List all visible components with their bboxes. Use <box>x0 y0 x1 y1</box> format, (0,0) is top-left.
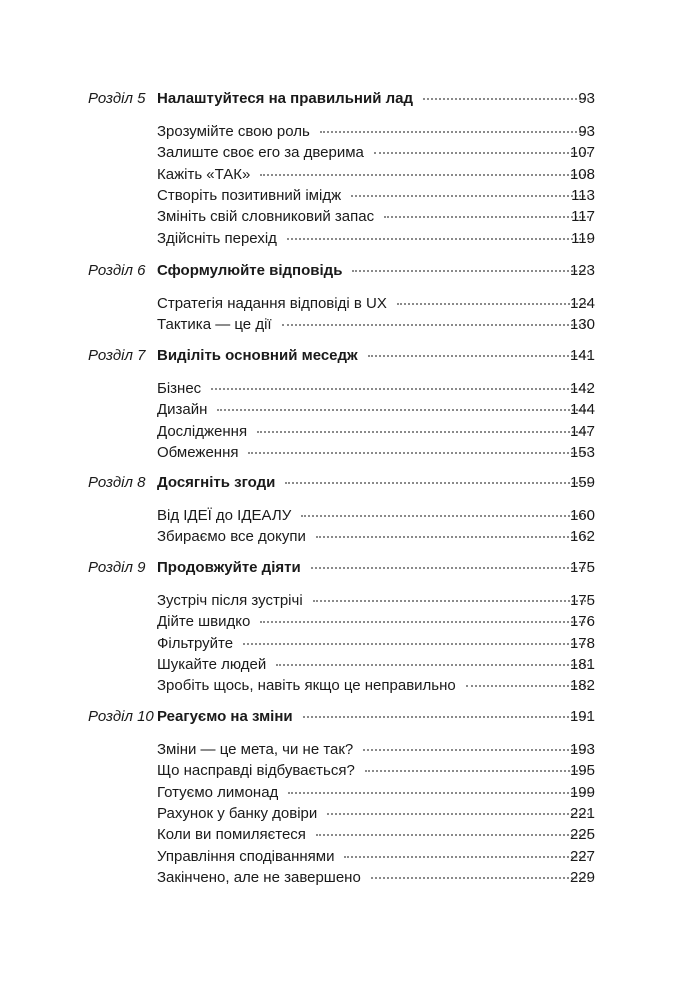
dot-leader <box>344 856 589 858</box>
section-entry[interactable] <box>0 442 688 464</box>
entry-title-wrap <box>157 123 595 140</box>
entry-title-wrap <box>157 635 595 652</box>
dot-leader <box>320 131 589 133</box>
page-number: 130 <box>569 316 595 334</box>
entry-title-wrap <box>157 347 595 364</box>
dot-leader <box>313 600 589 602</box>
section-entry[interactable] <box>0 399 688 421</box>
page-number: 93 <box>578 123 595 140</box>
chapter-label: Розділ 6 <box>88 262 146 279</box>
entry-title-wrap <box>157 656 595 673</box>
page-number: 178 <box>569 634 595 652</box>
page-number: 108 <box>569 165 595 183</box>
chapter-entry[interactable] <box>0 472 688 494</box>
section-entry[interactable] <box>0 206 688 228</box>
section-entry[interactable] <box>0 846 688 868</box>
entry-title-wrap <box>157 208 595 225</box>
section-entry[interactable] <box>0 228 688 250</box>
section-title: Обмеження <box>157 443 239 461</box>
section-title: Рахунок у банку довіри <box>157 804 318 822</box>
entry-title-wrap <box>157 559 595 576</box>
entry-title-wrap <box>157 708 595 725</box>
dot-leader <box>352 270 589 272</box>
page-number: 221 <box>569 804 595 822</box>
dot-leader <box>288 792 589 794</box>
section-entry[interactable] <box>0 633 688 655</box>
chapter-label: Розділ 7 <box>88 347 146 364</box>
entry-title-wrap <box>157 869 595 886</box>
section-title: Фільтруйте <box>157 634 234 652</box>
section-entry[interactable] <box>0 611 688 633</box>
dot-leader <box>303 716 589 718</box>
section-entry[interactable] <box>0 185 688 207</box>
section-title: Зробіть щось, навіть якщо це неправильно <box>157 677 456 695</box>
section-title: Стратегія надання відповіді в UX <box>157 295 387 312</box>
chapter-title: Налаштуйтеся на правильний лад <box>157 90 413 107</box>
section-entry[interactable] <box>0 378 688 400</box>
section-title: Дійте швидко <box>157 613 251 631</box>
dot-leader <box>282 324 589 326</box>
section-entry[interactable] <box>0 121 688 143</box>
page-number: 124 <box>569 295 595 312</box>
section-title: Бізнес <box>157 380 202 397</box>
section-entry[interactable] <box>0 526 688 548</box>
page-number: 191 <box>569 708 595 725</box>
page-number: 225 <box>569 826 595 844</box>
section-entry[interactable] <box>0 142 688 164</box>
page-number: 199 <box>569 783 595 801</box>
page-number: 117 <box>571 208 595 226</box>
entry-title-wrap <box>157 187 595 204</box>
dot-leader <box>260 621 589 623</box>
entry-title-wrap <box>157 166 595 183</box>
page-number: 93 <box>578 90 595 107</box>
dot-leader <box>301 515 589 517</box>
page-number: 141 <box>569 347 595 364</box>
section-title: Готуємо лимонад <box>157 783 279 801</box>
page-number: 113 <box>571 186 595 204</box>
chapter-label: Розділ 8 <box>88 474 146 491</box>
dot-leader <box>243 643 589 645</box>
section-title: Дослідження <box>157 422 248 440</box>
page-number: 107 <box>569 144 595 162</box>
entry-title-wrap <box>157 613 595 630</box>
dot-leader <box>368 355 589 357</box>
entry-title-wrap <box>157 90 595 107</box>
entry-title-wrap <box>157 592 595 609</box>
section-entry[interactable] <box>0 803 688 825</box>
chapter-entry[interactable] <box>0 706 688 728</box>
section-title: Змініть свій словниковий запас <box>157 208 375 226</box>
page-number: 193 <box>569 741 595 758</box>
dot-leader <box>217 409 589 411</box>
chapter-entry[interactable] <box>0 557 688 579</box>
entry-title-wrap <box>157 826 595 843</box>
section-title: Управління сподіваннями <box>157 847 335 865</box>
entry-title-wrap <box>157 144 595 161</box>
chapter-entry[interactable] <box>0 345 688 367</box>
dot-leader <box>276 664 589 666</box>
page-number: 176 <box>569 613 595 631</box>
entry-title-wrap <box>157 848 595 865</box>
entry-title-wrap <box>157 528 595 545</box>
page-number: 123 <box>569 262 595 279</box>
section-entry[interactable] <box>0 314 688 336</box>
section-entry[interactable] <box>0 654 688 676</box>
dot-leader <box>327 813 589 815</box>
chapter-entry[interactable] <box>0 260 688 282</box>
page-number: 159 <box>569 474 595 491</box>
page-number: 227 <box>569 847 595 865</box>
page-number: 119 <box>571 229 595 247</box>
section-title: Від ІДЕЇ до ІДЕАЛУ <box>157 507 292 524</box>
chapter-title: Досягніть згоди <box>157 474 276 491</box>
entry-title-wrap <box>157 805 595 822</box>
section-title: Тактика — це дії <box>157 316 272 334</box>
entry-title-wrap <box>157 230 595 247</box>
page-number: 160 <box>569 507 595 524</box>
section-title: Здійсніть перехід <box>157 229 277 247</box>
section-title: Збираємо все докупи <box>157 528 306 546</box>
entry-title-wrap <box>157 401 595 418</box>
dot-leader <box>285 482 589 484</box>
dot-leader <box>248 452 589 454</box>
section-title: Шукайте людей <box>157 655 267 673</box>
section-title: Закінчено, але не завершено <box>157 868 361 886</box>
dot-leader <box>423 98 589 100</box>
page-number: 162 <box>569 528 595 546</box>
section-entry[interactable] <box>0 421 688 443</box>
section-entry[interactable] <box>0 590 688 612</box>
page-number: 182 <box>569 677 595 695</box>
section-title: Що насправді відбувається? <box>157 762 355 780</box>
entry-title-wrap <box>157 444 595 461</box>
section-entry[interactable] <box>0 164 688 186</box>
page-number: 195 <box>569 762 595 780</box>
section-title: Зміни — це мета, чи не так? <box>157 741 354 758</box>
entry-title-wrap <box>157 784 595 801</box>
section-entry[interactable] <box>0 782 688 804</box>
page-number: 175 <box>569 559 595 576</box>
section-title: Залиште своє его за дверима <box>157 144 364 162</box>
page-number: 142 <box>569 380 595 397</box>
dot-leader <box>363 749 589 751</box>
entry-title-wrap <box>157 741 595 758</box>
page-number: 147 <box>569 422 595 440</box>
dot-leader <box>316 834 589 836</box>
chapter-title: Виділіть основний меседж <box>157 347 358 364</box>
section-entry[interactable] <box>0 867 688 889</box>
section-title: Кажіть «ТАК» <box>157 165 251 183</box>
section-entry[interactable] <box>0 505 688 527</box>
dot-leader <box>374 152 589 154</box>
dot-leader <box>211 388 589 390</box>
dot-leader <box>371 877 589 879</box>
entry-title-wrap <box>157 762 595 779</box>
dot-leader <box>257 431 589 433</box>
section-entry[interactable] <box>0 293 688 315</box>
entry-title-wrap <box>157 380 595 397</box>
dot-leader <box>351 195 589 197</box>
chapter-label: Розділ 10 <box>88 708 154 725</box>
chapter-entry[interactable] <box>0 88 688 110</box>
chapter-title: Сформулюйте відповідь <box>157 262 343 279</box>
page-number: 175 <box>569 592 595 609</box>
chapter-title: Продовжуйте діяти <box>157 559 301 576</box>
section-entry[interactable] <box>0 824 688 846</box>
page-number: 153 <box>569 443 595 461</box>
dot-leader <box>287 238 589 240</box>
page-number: 181 <box>569 655 595 673</box>
dot-leader <box>384 216 589 218</box>
entry-title-wrap <box>157 474 595 491</box>
dot-leader <box>316 536 589 538</box>
entry-title-wrap <box>157 423 595 440</box>
chapter-title: Реагуємо на зміни <box>157 708 293 725</box>
entry-title-wrap <box>157 677 595 694</box>
section-title: Коли ви помиляєтеся <box>157 826 306 844</box>
section-entry[interactable] <box>0 675 688 697</box>
chapter-label: Розділ 5 <box>88 90 146 107</box>
section-title: Створіть позитивний імідж <box>157 186 342 204</box>
section-title: Зустріч після зустрічі <box>157 592 303 609</box>
dot-leader <box>311 567 589 569</box>
entry-title-wrap <box>157 507 595 524</box>
entry-title-wrap <box>157 262 595 279</box>
section-entry[interactable] <box>0 739 688 761</box>
page-number: 229 <box>569 868 595 886</box>
entry-title-wrap <box>157 295 595 312</box>
page-number: 144 <box>569 401 595 419</box>
entry-title-wrap <box>157 316 595 333</box>
dot-leader <box>260 174 589 176</box>
chapter-label: Розділ 9 <box>88 559 146 576</box>
dot-leader <box>397 303 589 305</box>
section-title: Зрозумійте свою роль <box>157 123 310 140</box>
section-title: Дизайн <box>157 401 208 419</box>
dot-leader <box>365 770 589 772</box>
section-entry[interactable] <box>0 760 688 782</box>
